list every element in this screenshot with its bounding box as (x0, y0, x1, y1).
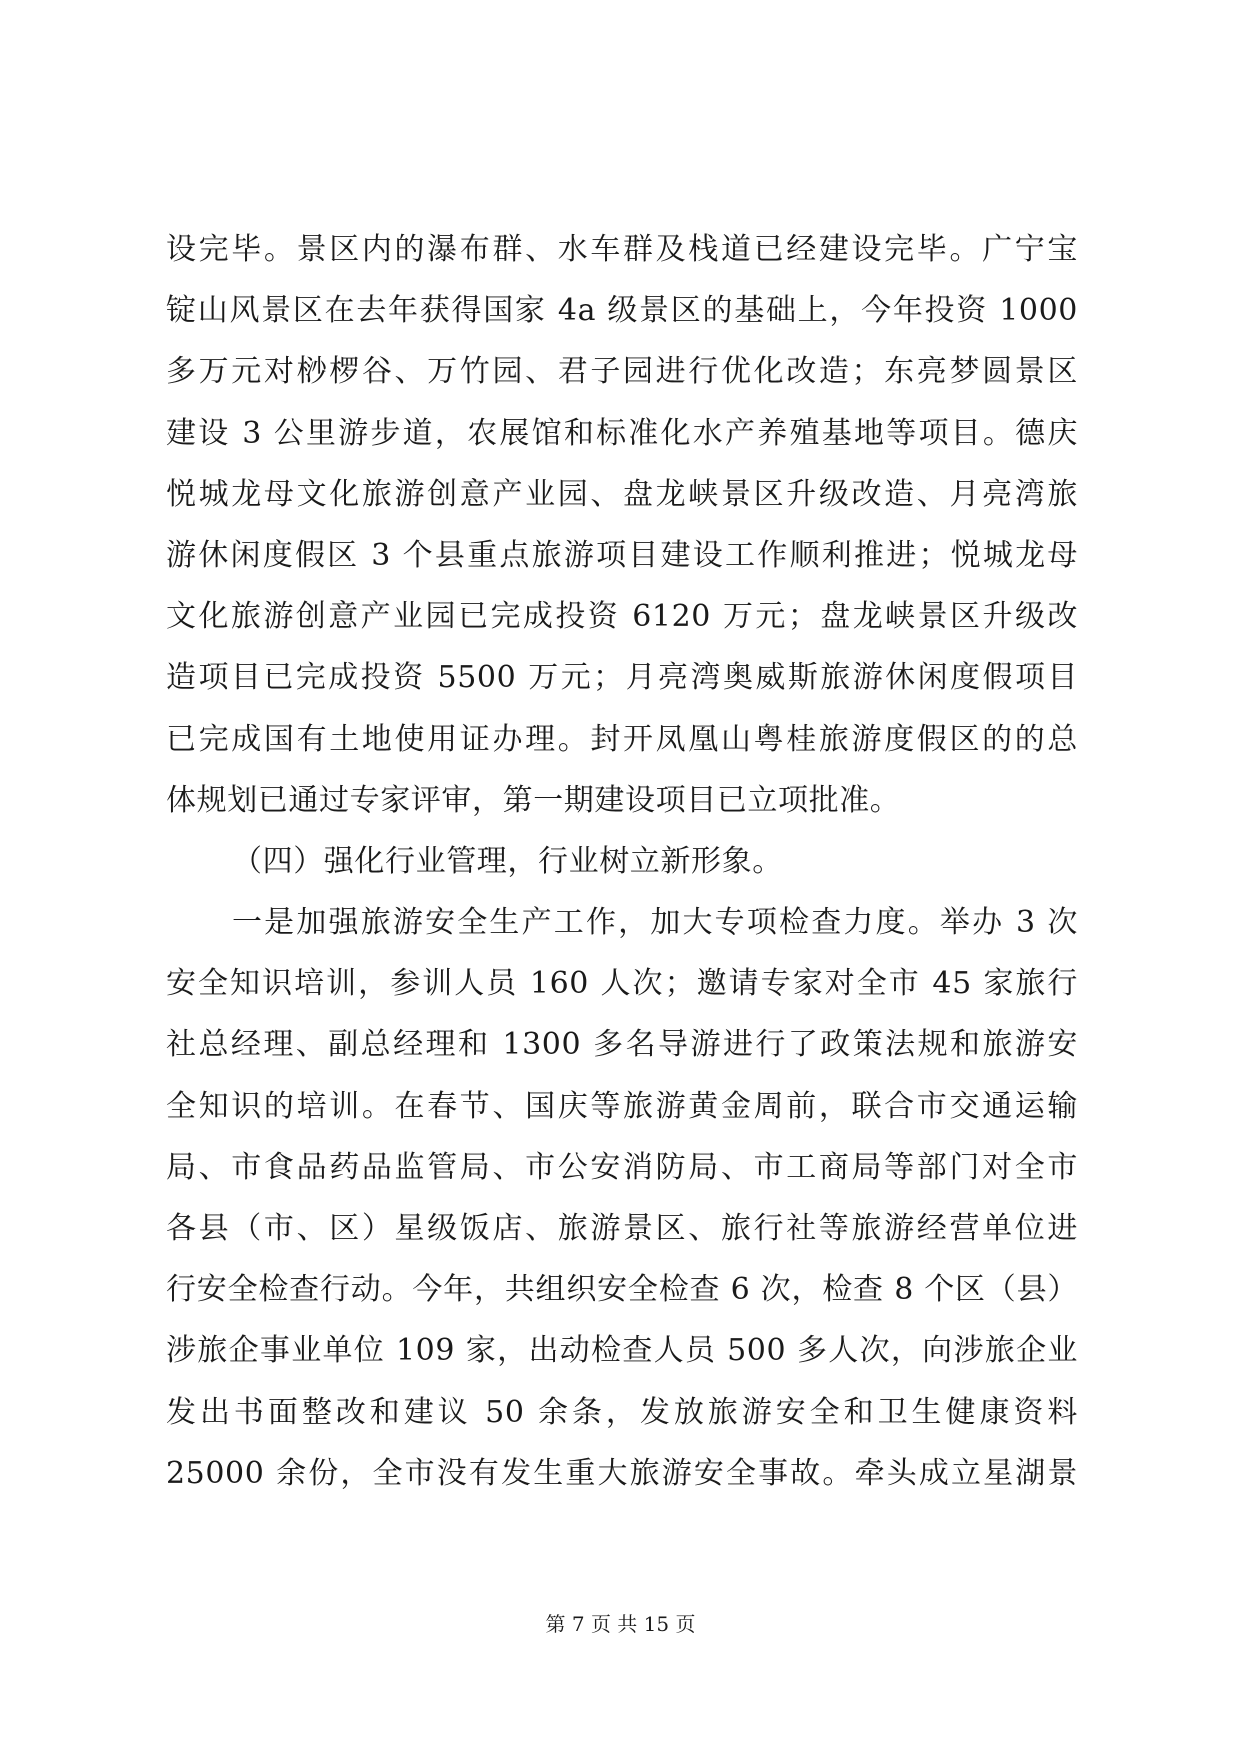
text-line: 社总经理、副总经理和 1300 多名导游进行了政策法规和旅游安 (166, 1027, 1078, 1063)
text-line: 建设 3 公里游步道，农展馆和标准化水产养殖基地等项目。德庆 (166, 415, 1078, 451)
text-line: 体规划已通过专家评审，第一期建设项目已立项批准。 (166, 782, 901, 818)
page-footer (0, 1612, 1241, 1636)
text-line: 多万元对桫椤谷、万竹园、君子园进行优化改造；东亮梦圆景区 (166, 354, 1078, 390)
heading-4: （四）强化行业管理，行业树立新形象。 (232, 843, 783, 879)
text-line: 25000 余份，全市没有发生重大旅游安全事故。牵头成立星湖景 (166, 1455, 1078, 1491)
section-heading (166, 844, 1078, 905)
text-line: 一是加强旅游安全生产工作，加大专项检查力度。举办 3 次 (232, 905, 1078, 941)
text-line: 文化旅游创意产业园已完成投资 6120 万元；盘龙峡景区升级改 (166, 599, 1078, 635)
text-line: 行安全检查行动。今年，共组织安全检查 6 次，检查 8 个区（县） (166, 1272, 1078, 1308)
text-line: 各县（市、区）星级饭店、旅游景区、旅行社等旅游经营单位进 (166, 1211, 1078, 1246)
page-number: 第 7 页 共 15 页 (545, 1612, 696, 1636)
text-line: 游休闲度假区 3 个县重点旅游项目建设工作顺利推进；悦城龙母 (166, 537, 1078, 573)
text-line: 已完成国有土地使用证办理。封开凤凰山粤桂旅游度假区的的总 (166, 721, 1078, 757)
document-body (166, 232, 1078, 1517)
text-line: 安全知识培训，参训人员 160 人次；邀请专家对全市 45 家旅行 (166, 966, 1078, 1002)
paragraph-1 (166, 232, 1078, 844)
text-line: 局、市食品药品监管局、市公安消防局、市工商局等部门对全市 (166, 1149, 1078, 1185)
text-line: 设完毕。景区内的瀑布群、水车群及栈道已经建设完毕。广宁宝 (166, 232, 1078, 267)
paragraph-2 (166, 905, 1078, 1517)
text-line: 涉旅企事业单位 109 家，出动检查人员 500 多人次，向涉旅企业 (166, 1333, 1078, 1369)
text-line: 全知识的培训。在春节、国庆等旅游黄金周前，联合市交通运输 (166, 1088, 1078, 1124)
text-line: 锭山风景区在去年获得国家 4a 级景区的基础上，今年投资 1000 (166, 293, 1078, 329)
text-line: 造项目已完成投资 5500 万元；月亮湾奥威斯旅游休闲度假项目 (166, 660, 1078, 696)
text-line: 发出书面整改和建议 50 余条，发放旅游安全和卫生健康资料 (166, 1394, 1078, 1430)
text-line: 悦城龙母文化旅游创意产业园、盘龙峡景区升级改造、月亮湾旅 (166, 476, 1078, 512)
